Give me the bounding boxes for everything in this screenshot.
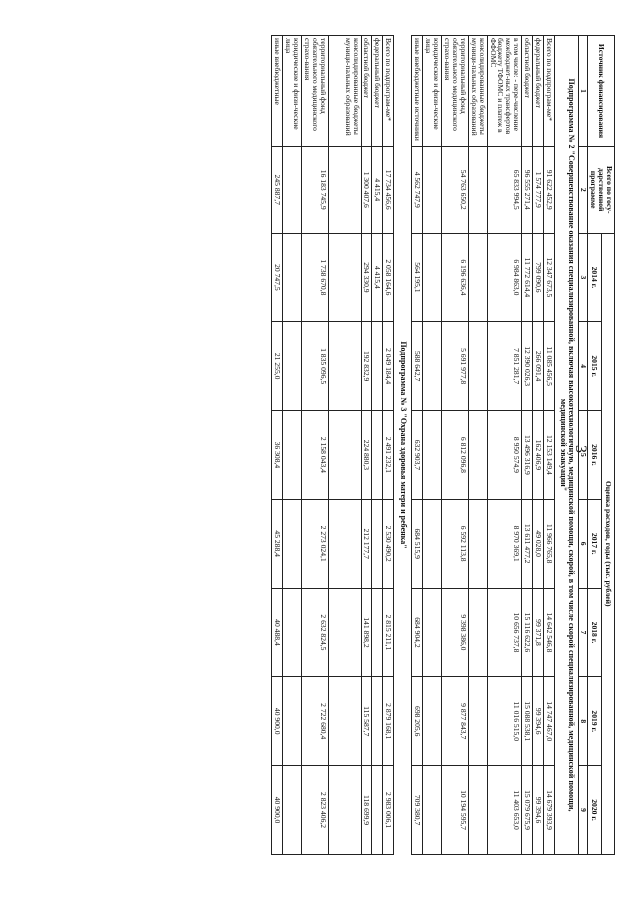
- row-total: 245 887,7: [271, 146, 282, 233]
- row-total: 1 300 407,6: [361, 146, 372, 233]
- row-value: 2 058 164,6: [383, 233, 394, 322]
- row-label: Всего по подпрограм-ме*: [383, 36, 394, 147]
- row-value: 49 028,0: [533, 499, 544, 588]
- row-value: 1 835 096,5: [301, 322, 328, 411]
- row-total: 17 734 456,6: [383, 146, 394, 233]
- section-title-row: [555, 36, 579, 855]
- row-value: 118 699,9: [361, 766, 372, 855]
- header-estimate: Оценка расходов, годы (тыс. рублей): [601, 233, 614, 855]
- row-value: 2 530 490,2: [383, 499, 394, 588]
- row-value: 266 091,4: [533, 322, 544, 411]
- row-value: 13 496 316,9: [522, 411, 533, 500]
- row-value: [468, 499, 487, 588]
- row-value: 6 196 636,4: [441, 233, 468, 322]
- row-label: территориальный фонд обязательного медицинского страхо-вания: [301, 36, 328, 147]
- row-value: [328, 411, 361, 500]
- header-year: 2019 г.: [588, 677, 601, 766]
- row-value: 11 403 653,0: [487, 766, 522, 855]
- row-value: 13 611 477,2: [522, 499, 533, 588]
- row-total: 65 833 994,5: [487, 146, 522, 233]
- row-value: 11 772 614,4: [522, 233, 533, 322]
- row-value: 20 747,5: [271, 233, 282, 322]
- row-total: 1 574 777,9: [533, 146, 544, 233]
- row-value: [282, 411, 301, 500]
- row-value: 14 642 546,8: [544, 588, 555, 677]
- row-value: 2 722 680,4: [301, 677, 328, 766]
- header-year: 2014 г.: [588, 233, 601, 322]
- row-value: [328, 233, 361, 322]
- table-row: [411, 36, 422, 855]
- table-row: [522, 36, 533, 855]
- row-value: 15 116 622,6: [522, 588, 533, 677]
- row-value: [282, 322, 301, 411]
- row-value: [372, 322, 383, 411]
- row-value: 8 950 574,9: [487, 411, 522, 500]
- row-label: консолидированные бюджеты муници-пальных образований: [328, 36, 361, 147]
- row-value: 6 592 113,8: [441, 499, 468, 588]
- section-title-row: [394, 36, 411, 855]
- table-row: [422, 36, 441, 855]
- column-index-row: [579, 36, 588, 855]
- row-label: областной бюджет: [522, 36, 533, 147]
- row-value: 4 415,4: [372, 233, 383, 322]
- row-value: [282, 766, 301, 855]
- row-total: [468, 146, 487, 233]
- row-value: 212 177,7: [361, 499, 372, 588]
- row-value: 99 371,8: [533, 588, 544, 677]
- row-value: 698 205,6: [411, 677, 422, 766]
- rotated-table-container: [145, 35, 615, 855]
- column-index: 7: [579, 588, 588, 677]
- row-value: 10 656 737,8: [487, 588, 522, 677]
- row-total: 54 763 650,2: [441, 146, 468, 233]
- row-value: 2 491 232,1: [383, 411, 394, 500]
- row-value: 162 406,9: [533, 411, 544, 500]
- row-value: [468, 766, 487, 855]
- row-value: [282, 499, 301, 588]
- row-value: [422, 233, 441, 322]
- row-total: [282, 146, 301, 233]
- row-value: [422, 411, 441, 500]
- column-index: 6: [579, 499, 588, 588]
- row-value: [468, 588, 487, 677]
- row-value: 632 903,7: [411, 411, 422, 500]
- section-title: Подпрограмма № 3 "Охрана здоровья матери и ребенка": [394, 36, 411, 855]
- row-value: [422, 677, 441, 766]
- column-index: 3: [579, 233, 588, 322]
- column-index: 8: [579, 677, 588, 766]
- row-value: [328, 322, 361, 411]
- row-value: 5 691 977,8: [441, 322, 468, 411]
- row-value: 709 380,7: [411, 766, 422, 855]
- row-value: 15 079 675,9: [522, 766, 533, 855]
- row-value: 11 085 456,5: [544, 322, 555, 411]
- table-row: [282, 36, 301, 855]
- row-value: 2 879 168,1: [383, 677, 394, 766]
- row-value: 2 823 406,2: [301, 766, 328, 855]
- row-value: 6 984 863,0: [487, 233, 522, 322]
- row-value: 684 904,2: [411, 588, 422, 677]
- table-row: [544, 36, 555, 855]
- row-value: 9 398 386,0: [441, 588, 468, 677]
- row-value: 2 983 006,1: [383, 766, 394, 855]
- row-value: [328, 499, 361, 588]
- table-row: [533, 36, 544, 855]
- row-value: 2 049 184,4: [383, 322, 394, 411]
- column-index: 2: [579, 146, 588, 233]
- row-value: [282, 677, 301, 766]
- row-value: [328, 588, 361, 677]
- row-label: иные внебюджетные: [271, 36, 282, 147]
- budget-table: [271, 35, 615, 855]
- row-value: 10 194 595,7: [441, 766, 468, 855]
- table-row: [468, 36, 487, 855]
- table-row: [487, 36, 522, 855]
- column-index: 1: [579, 36, 588, 147]
- row-value: [372, 766, 383, 855]
- row-value: 15 088 538,1: [522, 677, 533, 766]
- row-value: 8 970 369,1: [487, 499, 522, 588]
- header-year: 2017 г.: [588, 499, 601, 588]
- row-total: 91 622 452,9: [544, 146, 555, 233]
- row-value: 684 515,9: [411, 499, 422, 588]
- row-value: 40 900,0: [271, 766, 282, 855]
- section-title: Подпрограмма № 2 "Совершенствование оказания специализированной, включая высокотехнологичную, медицинской помощи, скорой, в том числе скорой специализированной, медицинской помощи, медицинской эвакуации": [555, 36, 579, 855]
- row-value: 12 347 673,5: [544, 233, 555, 322]
- row-label: юридические и физи-ческие лица: [282, 36, 301, 147]
- row-value: [282, 233, 301, 322]
- row-value: [468, 411, 487, 500]
- row-value: 2 273 024,1: [301, 499, 328, 588]
- row-total: [422, 146, 441, 233]
- row-total: 16 183 745,9: [301, 146, 328, 233]
- table-row: [328, 36, 361, 855]
- row-total: 96 555 271,4: [522, 146, 533, 233]
- row-value: [468, 322, 487, 411]
- row-value: [422, 766, 441, 855]
- row-value: 294 330,9: [361, 233, 372, 322]
- row-label: юридические и физи-ческие лица: [422, 36, 441, 147]
- row-label: территориальный фонд обязательного медицинского страхо-вания: [441, 36, 468, 147]
- row-value: [282, 588, 301, 677]
- row-value: 12 153 149,4: [544, 411, 555, 500]
- row-value: [422, 588, 441, 677]
- row-value: [372, 499, 383, 588]
- row-value: [422, 499, 441, 588]
- row-value: 1 738 670,8: [301, 233, 328, 322]
- row-value: [328, 766, 361, 855]
- row-value: 564 195,1: [411, 233, 422, 322]
- row-value: 11 966 765,8: [544, 499, 555, 588]
- row-value: 2 632 824,5: [301, 588, 328, 677]
- column-index: 4: [579, 322, 588, 411]
- row-value: [468, 233, 487, 322]
- row-value: 115 587,7: [361, 677, 372, 766]
- row-label: федеральный бюджет: [372, 36, 383, 147]
- row-label: иные внебюджетные источники: [411, 36, 422, 147]
- row-label: федеральный бюджет: [533, 36, 544, 147]
- row-value: 9 877 843,7: [441, 677, 468, 766]
- row-value: 141 898,2: [361, 588, 372, 677]
- row-value: 12 390 026,3: [522, 322, 533, 411]
- table-row: [383, 36, 394, 855]
- column-index: 9: [579, 766, 588, 855]
- row-label: Всего по подпрограм-ме*: [544, 36, 555, 147]
- row-value: 45 288,4: [271, 499, 282, 588]
- row-total: 4 562 747,9: [411, 146, 422, 233]
- row-value: 14 747 467,0: [544, 677, 555, 766]
- table-row: [301, 36, 328, 855]
- row-value: 21 255,0: [271, 322, 282, 411]
- header-year: 2016 г.: [588, 411, 601, 500]
- table-row: [372, 36, 383, 855]
- row-value: 2 815 211,1: [383, 588, 394, 677]
- row-value: [372, 677, 383, 766]
- row-value: [422, 322, 441, 411]
- page-number: 3: [572, 445, 589, 453]
- row-value: 99 394,6: [533, 677, 544, 766]
- row-value: 224 880,3: [361, 411, 372, 500]
- row-value: 799 090,6: [533, 233, 544, 322]
- row-value: [328, 677, 361, 766]
- column-index: 5: [579, 411, 588, 500]
- row-value: [468, 677, 487, 766]
- row-value: 6 812 096,8: [441, 411, 468, 500]
- row-total: [328, 146, 361, 233]
- row-value: 192 832,9: [361, 322, 372, 411]
- row-value: 11 016 515,0: [487, 677, 522, 766]
- row-total: 4 415,4: [372, 146, 383, 233]
- header-total: Всего по госу-дарственной программе: [588, 146, 615, 233]
- row-label: консолидированные бюджеты муници-пальных образований: [468, 36, 487, 147]
- row-value: 36 308,4: [271, 411, 282, 500]
- row-value: 40 488,4: [271, 588, 282, 677]
- row-value: 588 642,7: [411, 322, 422, 411]
- row-value: 40 900,0: [271, 677, 282, 766]
- row-value: [372, 411, 383, 500]
- table-row: [361, 36, 372, 855]
- row-value: [372, 588, 383, 677]
- table-row: [271, 36, 282, 855]
- row-value: 99 394,6: [533, 766, 544, 855]
- row-label: областной бюджет: [361, 36, 372, 147]
- row-label: в том числе: - пере-числение межбюджет-ных трансфертов бюджету ТФОМС и платеж в ФФОМС: [487, 36, 522, 147]
- header-year: 2020 г.: [588, 766, 601, 855]
- header-year: 2015 г.: [588, 322, 601, 411]
- row-value: 2 158 043,4: [301, 411, 328, 500]
- row-value: 7 851 281,7: [487, 322, 522, 411]
- header-year: 2018 г.: [588, 588, 601, 677]
- table-row: [441, 36, 468, 855]
- header-source: Источник финансирования: [588, 36, 615, 147]
- row-value: 14 679 393,9: [544, 766, 555, 855]
